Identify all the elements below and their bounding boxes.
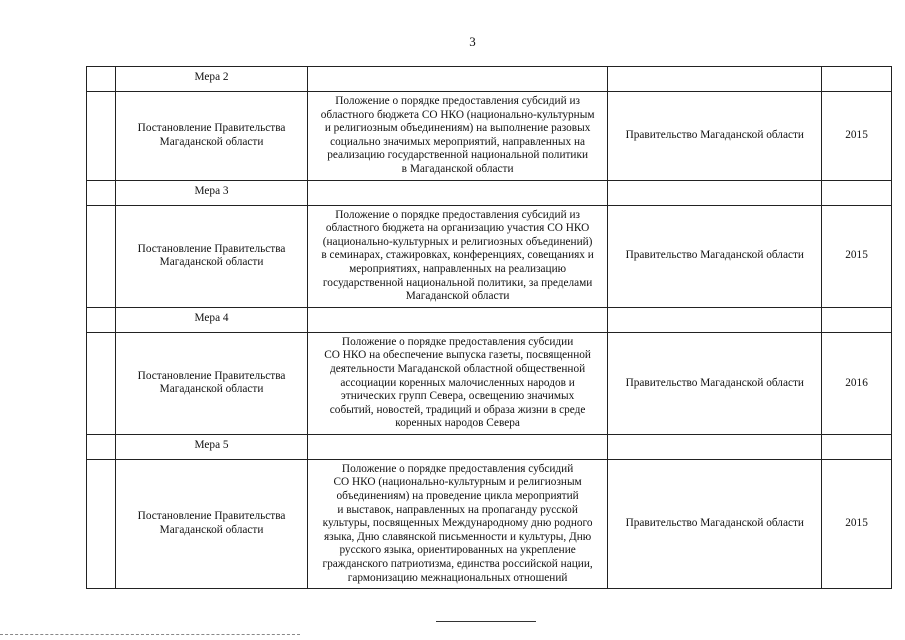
document-title: Положение о порядке предоставления субсидий из областного бюджета СО НКО (национально-культурным и религиозным объединениям) на выполнение разовых социально значимых мероприятий, направленных на реализацию государственной национальной политики в Магаданской области: [320, 95, 595, 175]
measure-label: Мера 4: [116, 307, 307, 332]
document-type: Постановление Правительства Магаданской области: [116, 459, 307, 588]
document-row: [87, 92, 892, 181]
measure-label: Мера 5: [116, 434, 307, 459]
measure-label: Мера 2: [116, 67, 307, 92]
document-type: Постановление Правительства Магаданской области: [116, 205, 307, 307]
empty-cell: [822, 434, 892, 459]
document-year: 2015: [822, 459, 892, 588]
number-cell: [87, 92, 116, 181]
number-cell: [87, 307, 116, 332]
measure-row: [87, 67, 892, 92]
document-title-cell: [307, 332, 608, 434]
measure-row: [87, 434, 892, 459]
number-cell: [87, 205, 116, 307]
document-title-cell: [307, 92, 608, 181]
empty-cell: [307, 67, 608, 92]
document-title: Положение о порядке предоставления субсидий СО НКО (национально-культурным и религиозным объединениям) на проведение цикла мероприятий и выставок, направленных на пропаганду русской культуры, посвященных Международному дню родного языка, Дню славянской письменности и культуры, Дню русского языка, ориентированных на укрепление гражданского патриотизма, единства российской нации, гармонизацию межнациональных отношений: [322, 462, 593, 584]
number-cell: [87, 67, 116, 92]
footer-rule: [436, 621, 536, 622]
number-cell: [87, 459, 116, 588]
measure-row: [87, 180, 892, 205]
empty-cell: [608, 307, 822, 332]
number-cell: [87, 434, 116, 459]
document-author: Правительство Магаданской области: [608, 205, 822, 307]
document-author: Правительство Магаданской области: [608, 459, 822, 588]
scan-edge-line: [0, 634, 300, 635]
number-cell: [87, 332, 116, 434]
document-row: [87, 459, 892, 588]
measure-row: [87, 307, 892, 332]
document-title: Положение о порядке предоставления субсидии СО НКО на обеспечение выпуска газеты, посвященной деятельности Магаданской областной общественной ассоциации коренных малочисленных народов и этнических групп Севера, освещению значимых событий, новостей, традиций и образа жизни в среде коренных народов Севера: [324, 335, 591, 430]
document-title: Положение о порядке предоставления субсидий из областного бюджета на организацию участия СО НКО (национально-культурных и религиозных объединений) в семинарах, стажировках, конференциях, совещаниях и мероприятиях, направленных на реализацию государственной национальной политики, за пределами Магаданской области: [321, 208, 594, 303]
empty-cell: [608, 67, 822, 92]
document-title-cell: [307, 205, 608, 307]
document-type: Постановление Правительства Магаданской области: [116, 92, 307, 181]
legal-acts-table: [86, 66, 892, 589]
document-author: Правительство Магаданской области: [608, 332, 822, 434]
empty-cell: [307, 307, 608, 332]
document-year: 2015: [822, 205, 892, 307]
empty-cell: [608, 180, 822, 205]
measure-label: Мера 3: [116, 180, 307, 205]
document-row: [87, 332, 892, 434]
empty-cell: [822, 67, 892, 92]
empty-cell: [822, 180, 892, 205]
empty-cell: [307, 434, 608, 459]
page-number: 3: [469, 34, 476, 49]
number-cell: [87, 180, 116, 205]
empty-cell: [608, 434, 822, 459]
document-year: 2016: [822, 332, 892, 434]
empty-cell: [307, 180, 608, 205]
document-author: Правительство Магаданской области: [608, 92, 822, 181]
empty-cell: [822, 307, 892, 332]
document-type: Постановление Правительства Магаданской области: [116, 332, 307, 434]
document-title-cell: [307, 459, 608, 588]
document-row: [87, 205, 892, 307]
document-year: 2015: [822, 92, 892, 181]
